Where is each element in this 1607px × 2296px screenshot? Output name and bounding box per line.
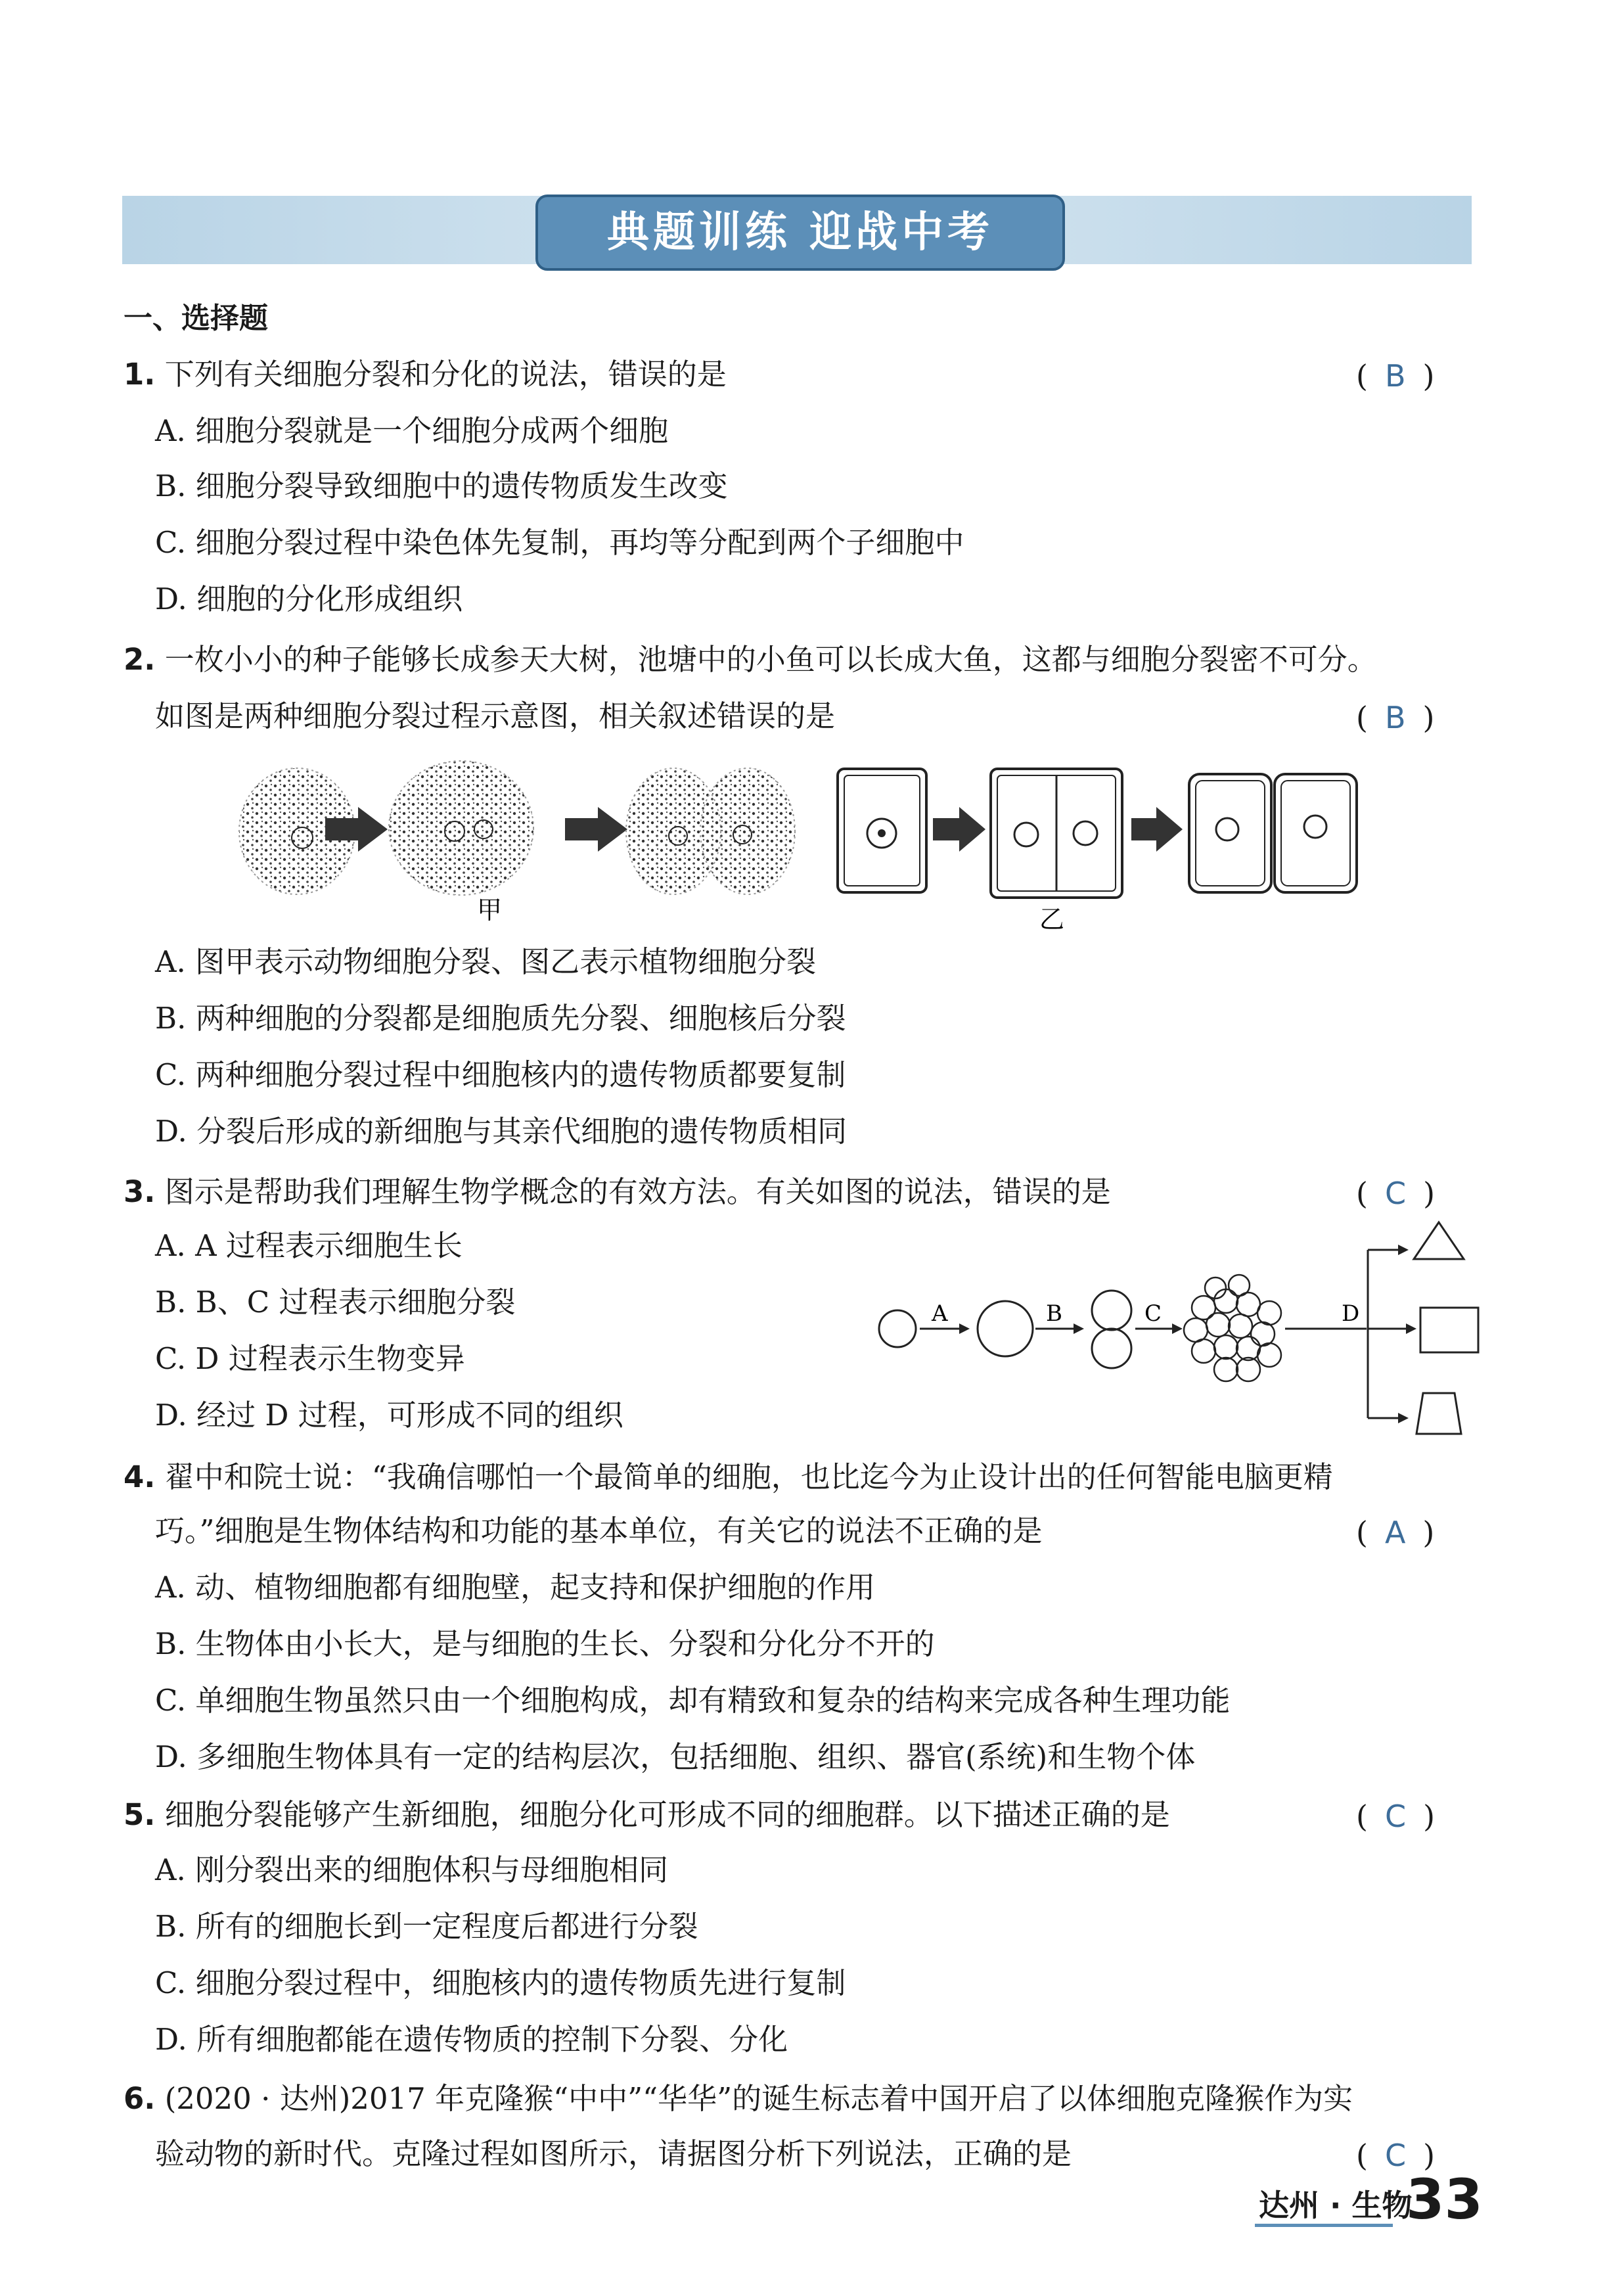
figure-label-jia: 甲 — [477, 896, 503, 925]
answer-blank-2 — [1356, 698, 1434, 737]
figure-label-yi: 乙 — [1039, 905, 1065, 934]
paren-open: ( — [1356, 2138, 1368, 2173]
question-stem-text: 翟中和院士说：“我确信哪怕一个最简单的细胞，也比迄今为止设计出的任何智能电脑更精 — [164, 1459, 1333, 1494]
option-line: A. 细胞分裂就是一个细胞分成两个细胞 — [155, 413, 669, 448]
grown-cell — [978, 1301, 1033, 1356]
option-line: D. 经过 D 过程，可形成不同的组织 — [155, 1398, 623, 1433]
arrow-icon — [1398, 1245, 1409, 1255]
plant-cell-stage-1 — [838, 769, 926, 892]
question-number: 3. — [124, 1174, 156, 1209]
answer-blank-4 — [1356, 1513, 1434, 1552]
paren-open: ( — [1356, 358, 1368, 394]
paren-close: ) — [1423, 2138, 1436, 2173]
process-label-d: D — [1342, 1300, 1360, 1327]
section-title: 一、选择题 — [124, 302, 268, 335]
question-stem-text: 下列有关细胞分裂和分化的说法，错误的是 — [164, 357, 727, 392]
divided-cell-top — [1092, 1291, 1131, 1330]
option-line: D. 所有细胞都能在遗传物质的控制下分裂、分化 — [155, 2022, 788, 2057]
divided-cell-bottom — [1092, 1329, 1131, 1368]
paren-open: ( — [1356, 1799, 1368, 1834]
option-line: A. A 过程表示细胞生长 — [155, 1228, 463, 1263]
question-number: 4. — [124, 1459, 156, 1494]
arrow-icon — [1074, 1323, 1084, 1334]
arrow-icon — [1131, 807, 1183, 852]
question-6-stem-line — [124, 2079, 1353, 2119]
arrow-icon — [565, 807, 627, 852]
option-line: B. 生物体由小长大，是与细胞的生长、分裂和分化分不开的 — [155, 1626, 935, 1661]
question-number: 5. — [124, 1797, 156, 1832]
cell-process-diagram — [867, 1209, 1485, 1459]
paren-open: ( — [1356, 1176, 1368, 1211]
question-2-stem-line — [124, 640, 1377, 679]
answer-blank-5 — [1356, 1797, 1435, 1836]
answer-letter: A — [1384, 1515, 1406, 1550]
arrow-icon — [959, 1323, 970, 1334]
answer-letter: B — [1384, 358, 1406, 394]
footer-underline — [1255, 2224, 1393, 2227]
answer-letter: C — [1384, 1799, 1407, 1834]
option-line: C. 单细胞生物虽然只由一个细胞构成，却有精致和复杂的结构来完成各种生理功能 — [155, 1683, 1231, 1718]
question-stem-text: 如图是两种细胞分裂过程示意图，相关叙述错误的是 — [155, 699, 836, 733]
plant-cell-stage-3 — [1189, 774, 1357, 892]
process-label-c: C — [1144, 1300, 1162, 1327]
cell-cluster — [1184, 1275, 1281, 1381]
animal-cell-stage-2 — [389, 761, 533, 895]
option-line: B. 所有的细胞长到一定程度后都进行分裂 — [155, 1909, 698, 1944]
answer-letter: C — [1384, 2138, 1407, 2173]
answer-letter: C — [1384, 1176, 1407, 1211]
plant-cell-stage-2 — [991, 769, 1122, 898]
question-stem-text: 验动物的新时代。克隆过程如图所示，请据图分析下列说法，正确的是 — [155, 2136, 1072, 2171]
arrow-icon — [933, 807, 985, 852]
paren-open: ( — [1356, 700, 1368, 735]
process-label-a: A — [932, 1300, 948, 1327]
square-tissue-icon — [1420, 1308, 1478, 1352]
option-line: A. 图甲表示动物细胞分裂、图乙表示植物细胞分裂 — [155, 944, 817, 979]
question-stem-text: 图示是帮助我们理解生物学概念的有效方法。有关如图的说法，错误的是 — [164, 1174, 1111, 1209]
question-stem-text: 巧。”细胞是生物体结构和功能的基本单位，有关它的说法不正确的是 — [155, 1513, 1043, 1548]
answer-letter: B — [1384, 700, 1406, 735]
answer-blank-3 — [1356, 1174, 1435, 1213]
question-number: 6. — [124, 2081, 156, 2116]
arrow-icon — [1406, 1323, 1416, 1334]
option-line: B. 两种细胞的分裂都是细胞质先分裂、细胞核后分裂 — [155, 1001, 846, 1036]
option-line: C. 两种细胞分裂过程中细胞核内的遗传物质都要复制 — [155, 1057, 846, 1092]
footer-label: 达州 · 生物 — [1259, 2188, 1413, 2223]
paren-close: ) — [1422, 700, 1435, 735]
option-line: A. 刚分裂出来的细胞体积与母细胞相同 — [155, 1852, 669, 1887]
animal-cell-stage-3 — [626, 768, 795, 894]
banner-title: 典题训练 迎战中考 — [535, 195, 1065, 271]
option-line: B. B、C 过程表示细胞分裂 — [155, 1285, 516, 1320]
paren-close: ) — [1423, 1176, 1436, 1211]
option-line: C. 细胞分裂过程中，细胞核内的遗传物质先进行复制 — [155, 1965, 846, 2000]
paren-close: ) — [1423, 1799, 1436, 1834]
trapezoid-tissue-icon — [1416, 1393, 1461, 1434]
question-3-stem-line — [124, 1172, 1111, 1212]
paren-open: ( — [1356, 1515, 1368, 1550]
page-number: 33 — [1406, 2167, 1483, 2232]
paren-close: ) — [1422, 1515, 1435, 1550]
question-stem-text: (2020 · 达州)2017 年克隆猴“中中”“华华”的诞生标志着中国开启了以体细胞克隆猴作为实 — [164, 2081, 1353, 2116]
question-stem-text: 细胞分裂能够产生新细胞，细胞分化可形成不同的细胞群。以下描述正确的是 — [164, 1797, 1170, 1832]
question-number: 1. — [124, 357, 156, 392]
triangle-tissue-icon — [1414, 1222, 1464, 1259]
question-stem-text: 一枚小小的种子能够长成参天大树，池塘中的小鱼可以长成大鱼，这都与细胞分裂密不可分。 — [164, 642, 1377, 677]
answer-blank-1 — [1356, 356, 1434, 396]
single-small-cell — [879, 1310, 916, 1347]
option-line: D. 多细胞生物体具有一定的结构层次，包括细胞、组织、器官(系统)和生物个体 — [155, 1739, 1196, 1774]
question-number: 2. — [124, 642, 156, 677]
question-5-stem-line — [124, 1795, 1170, 1835]
option-line: C. D 过程表示生物变异 — [155, 1341, 465, 1376]
question-1-stem-line — [124, 355, 727, 394]
option-line: D. 分裂后形成的新细胞与其亲代细胞的遗传物质相同 — [155, 1114, 848, 1149]
arrow-icon — [1172, 1323, 1183, 1334]
option-line: C. 细胞分裂过程中染色体先复制，再均等分配到两个子细胞中 — [155, 525, 964, 560]
cell-division-figure — [237, 756, 1419, 946]
question-4-stem-line — [124, 1458, 1333, 1497]
option-line: A. 动、植物细胞都有细胞壁，起支持和保护细胞的作用 — [155, 1570, 876, 1605]
process-label-b: B — [1046, 1300, 1062, 1327]
option-line: B. 细胞分裂导致细胞中的遗传物质发生改变 — [155, 469, 728, 503]
option-line: D. 细胞的分化形成组织 — [155, 582, 463, 616]
paren-close: ) — [1422, 358, 1435, 394]
arrow-icon — [1398, 1413, 1409, 1423]
